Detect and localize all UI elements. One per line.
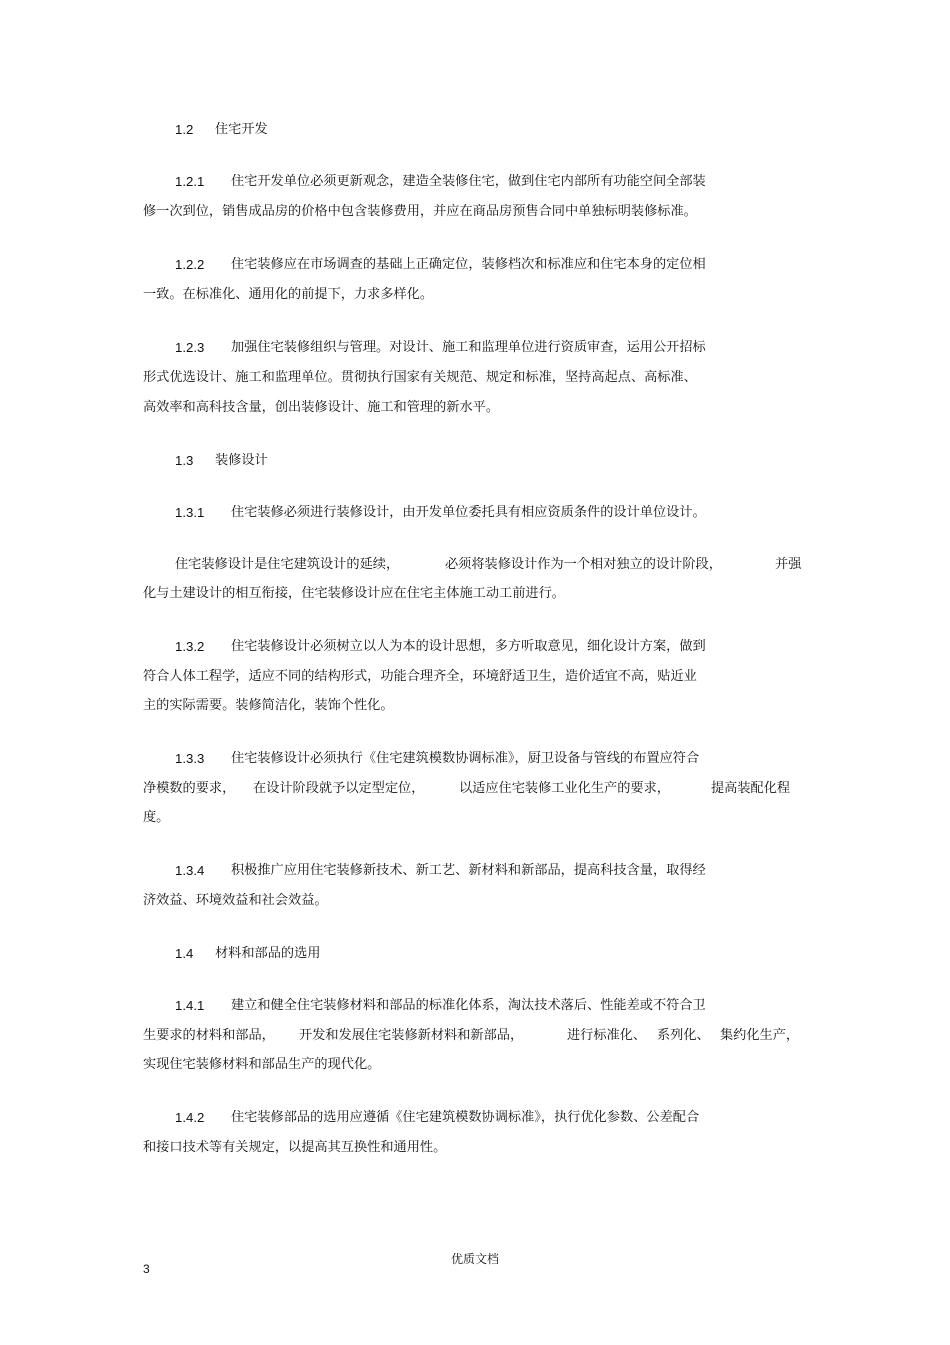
clause-text: 修一次到位，销售成品房的价格中包含装修费用，并应在商品房预售合同中单独标明装修标准。 [143,204,697,219]
paragraph-text: 化与土建设计的相互衔接，住宅装修设计应在住宅主体施工动工前进行。 [143,586,565,601]
clause-text: 住宅装修设计必须执行《住宅建筑模数协调标准》，厨卫设备与管线的布置应符合 [231,751,700,766]
clause-text: 提高装配化程 [711,781,791,796]
clause-text: 住宅装修必须进行装修设计，由开发单位委托具有相应资质条件的设计单位设计。 [231,505,706,520]
section-title: 住宅开发 [215,122,268,137]
clause-text: 加强住宅装修组织与管理。对设计、施工和监理单位进行资质审查，运用公开招标 [231,340,706,355]
clause-text: 济效益、环境效益和社会效益。 [143,893,328,908]
clause-text: 形式优选设计、施工和监理单位。贯彻执行国家有关规范、规定和标准，坚持高起点、高标准、 [143,370,697,385]
clause-number: 1.3.2 [175,639,205,654]
clause-text: 积极推广应用住宅装修新技术、新工艺、新材料和新部品，提高科技含量，取得经 [231,863,706,878]
section-title: 材料和部品的选用 [215,946,321,961]
clause-text: 住宅装修设计必须树立以人为本的设计思想，多方听取意见，细化设计方案，做到 [231,639,706,654]
clause-number: 1.3.1 [175,505,205,520]
clause-number: 1.2.3 [175,340,205,355]
clause-text: 住宅装修应在市场调查的基础上正确定位，装修档次和标准应和住宅本身的定位相 [231,257,706,272]
clause-text: 住宅开发单位必须更新观念，建造全装修住宅，做到住宅内部所有功能空间全部装 [231,174,706,189]
clause-text: 生要求的材料和部品， [143,1028,275,1043]
clause-text: 符合人体工程学，适应不同的结构形式，功能合理齐全，环境舒适卫生，造价适宜不高，贴近业 [143,669,697,684]
clause-number: 1.2.1 [175,174,205,189]
clause-text: 度。 [143,810,170,825]
clause-number: 1.4.1 [175,998,205,1013]
clause-text: 建立和健全住宅装修材料和部品的标准化体系，淘汰技术落后、性能差或不符合卫 [231,998,706,1013]
clause-text: 集约化生产， [720,1028,800,1043]
page-number: 3 [143,1262,150,1276]
clause-text: 开发和发展住宅装修新材料和新部品， [299,1028,524,1043]
clause-text: 在设计阶段就予以定型定位， [253,781,425,796]
clause-number: 1.2.2 [175,257,205,272]
clause-number: 1.4.2 [175,1110,205,1125]
section-number: 1.3 [175,453,194,468]
clause-number: 1.3.4 [175,863,205,878]
clause-text: 住宅装修部品的选用应遵循《住宅建筑模数协调标准》，执行优化参数、公差配合 [231,1110,700,1125]
paragraph-text: 必须将装修设计作为一个相对独立的设计阶段， [445,557,722,572]
clause-text: 系列化、 [657,1028,710,1043]
paragraph-text: 并强 [775,557,802,572]
clause-text: 高效率和高科技含量，创出装修设计、施工和管理的新水平。 [143,400,500,415]
clause-text: 净模数的要求， [143,781,236,796]
section-number: 1.4 [175,946,194,961]
clause-text: 主的实际需要。装修简洁化，装饰个性化。 [143,698,394,713]
footer-label: 优质文档 [451,1252,500,1266]
paragraph-text: 住宅装修设计是住宅建筑设计的延续， [175,557,400,572]
clause-number: 1.3.3 [175,751,205,766]
clause-text: 一致。在标准化、通用化的前提下，力求多样化。 [143,287,434,302]
clause-text: 实现住宅装修材料和部品生产的现代化。 [143,1057,381,1072]
clause-text: 以适应住宅装修工业化生产的要求， [459,781,670,796]
section-number: 1.2 [175,122,194,137]
clause-text: 进行标准化、 [567,1028,647,1043]
clause-text: 和接口技术等有关规定，以提高其互换性和通用性。 [143,1140,447,1155]
section-title: 装修设计 [215,453,268,468]
